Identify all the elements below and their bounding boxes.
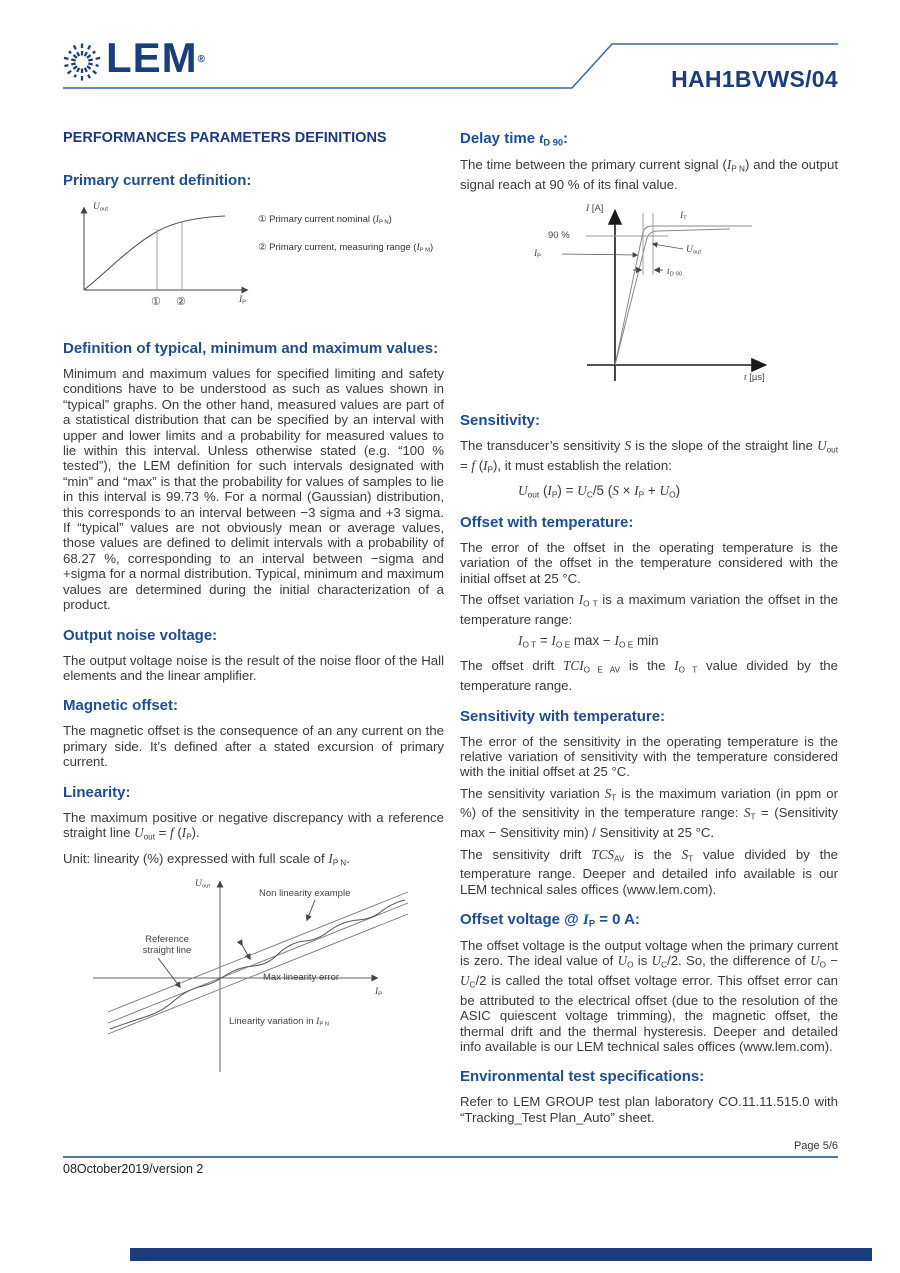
typ-min-max-paragraph: Minimum and maximum values for specified limiting and safety conditions have to be understood as such as values shown in “typical” graphs. On the other hand, measured values are part of a statistical distribution that can be specified by an interval with upper and lower limits and a probability for measured values to lie within this interval. Unless otherwise stated (e.g. “100 % tested”), the LEM definition for such intervals designated with “min” and “max” is that the probability for values of samples to lie in this interval is 99.73 %. For a normal (Gaussian) distribution, this corresponds to an interval between −3 sigma and +3 sigma. If “typical” values are not obviously mean or average values, those values are defined to delimit intervals with a probability of 68.27 %, corresponding to an interval between −sigma and +sigma for a normal distribution. Typical, minimum and maximum values are determined during the initial characterization of a product.	[63, 366, 444, 613]
primary-current-figure	[63, 198, 444, 326]
main-heading: PERFORMANCES PARAMETERS DEFINITIONS	[63, 130, 387, 146]
sensitivity-temperature-paragraph-2: The sensitivity variation $S_T$ is the maximum variation (in ppm or %) of the sensitivity in the temperature range: $S_T$ = (Sensitivity max − Sensitivity min) / Sensitivity at 25 °C.	[460, 785, 838, 841]
fig1-legend-2: ② Primary current, measuring range $(I_{P M})$	[258, 242, 434, 254]
sensitivity-paragraph: The transducer’s sensitivity S is the slope of the straight line $U_{out} = f$ $(I_P)$, it must establish the relation:	[460, 438, 838, 475]
heading-linearity: Linearity:	[63, 783, 131, 801]
heading-sensitivity: Sensitivity:	[460, 412, 541, 430]
fig3-uout-label: $U_{out}$	[686, 245, 702, 256]
fig1-marker-2: ②	[176, 296, 186, 308]
offset-temperature-paragraph-3: The offset drift $TCI_{O E AV}$ is the $I_{O T}$ value divided by the temperature range.	[460, 658, 838, 694]
fig2-variation-label: Linearity variation in $I_{P N}$	[229, 1016, 329, 1028]
left-column	[63, 130, 444, 1081]
sensitivity-formula: $U_{out}$ $(I_P) = U_C/5$ $(S \times I_P + U_O)$	[518, 483, 681, 500]
heading-offset-temperature: Offset with temperature:	[460, 513, 634, 531]
output-noise-paragraph: The output voltage noise is the result of the noise floor of the Hall elements and the linear amplifier.	[63, 652, 444, 683]
sensitivity-temperature-paragraph-1: The error of the sensitivity in the operating temperature is the relative variation of sensitivity with the temperature considered with the initial offset at 25 °C.	[460, 733, 838, 780]
sensitivity-temperature-paragraph-3: The sensitivity drift $TCS_{AV}$ is the $S_T$ value divided by the temperature range. Deeper and detailed info available is our LEM technical sales offices (www.lem.com).	[460, 846, 838, 897]
delay-time-figure-canvas	[490, 198, 790, 398]
product-title: HAH1BVWS/04	[671, 66, 838, 92]
right-column	[460, 130, 838, 1131]
fig2-max-error-label: Max linearity error	[263, 972, 340, 984]
lem-logo-text: LEM®	[106, 34, 207, 81]
heading-environmental-test: Environmental test specifications:	[460, 1068, 705, 1086]
registered-mark: ®	[197, 54, 207, 65]
fig1-y-label: $U_{out}$	[93, 202, 109, 213]
fig3-y-label: I [A]	[586, 203, 604, 215]
delay-time-paragraph: The time between the primary current signal $(I_{P N})$ and the output signal reach at 90 % of its final value.	[460, 157, 839, 192]
fig3-td90-label: $t_{D 90}$	[667, 267, 683, 278]
offset-temperature-paragraph-2: The offset variation $I_{O T}$ is a maximum variation the offset in the temperature range:	[460, 592, 838, 627]
fig3-it-label: $I_T$	[680, 211, 687, 222]
bottom-accent-bar	[130, 1248, 872, 1261]
fig1-legend-1: ① Primary current nominal $(I_{P N})$	[258, 214, 392, 226]
magnetic-offset-paragraph: The magnetic offset is the consequence of an any current on the primary side. It’s defined after a stated excursion of primary current.	[63, 723, 444, 770]
linearity-figure-canvas	[63, 876, 444, 1081]
version-text: 08October2019/version 2	[63, 1162, 204, 1176]
heading-magnetic-offset: Magnetic offset:	[63, 697, 179, 715]
offset-temperature-formula: $I_{O T} = I_{O E}$ $\max - I_{O E}$ min	[518, 633, 659, 650]
delay-time-figure	[490, 198, 790, 398]
page-number: Page 5/6	[793, 1140, 838, 1152]
heading-typ-min-max: Definition of typical, minimum and maximum values:	[63, 340, 439, 357]
environmental-test-paragraph: Refer to LEM GROUP test plan laboratory CO.11.11.515.0 with “Tracking_Test Plan_Auto” sheet.	[460, 1094, 838, 1125]
linearity-paragraph-2: Unit: linearity (%) expressed with full scale of $I_{P N}$.	[63, 850, 350, 867]
offset-voltage-paragraph: The offset voltage is the output voltage when the primary current is zero. The ideal value of $U_O$ is $U_C/2$. So, the difference of $U_O - U_C/2$ is called the total offset voltage error. This offset error can be attributed to the electrical offset (due to the resolution of the ASIC quiescent voltage trimming), the magnetic offset, the thermal drift and the thermal hysteresis. Deeper and detailed info available is our LEM technical sales offices (www.lem.com).	[460, 938, 838, 1054]
heading-sensitivity-temperature: Sensitivity with temperature:	[460, 707, 666, 725]
lem-logo	[60, 36, 206, 86]
fig2-reference-label: Reference straight line	[142, 934, 192, 957]
fig2-non-linearity-label: Non linearity example	[259, 888, 351, 900]
lem-starburst-icon	[60, 36, 106, 86]
fig1-x-label: $I_P$	[239, 295, 247, 306]
footer-rule-line	[63, 1156, 838, 1158]
fig3-ip-label: $I_P$	[534, 249, 542, 260]
fig2-y-label: $U_{out}$	[195, 879, 211, 890]
linearity-figure	[63, 876, 444, 1081]
fig3-x-label: t [µs]	[744, 372, 765, 384]
heading-primary-current: Primary current definition:	[63, 172, 252, 189]
linearity-paragraph-1: The maximum positive or negative discrepancy with a reference straight line $U_{out} = f$ $(I_P)$.	[63, 809, 444, 842]
offset-temperature-paragraph-1: The error of the offset in the operating temperature is the variation of the offset in the temperature considered with the initial offset at 25 °C.	[460, 539, 838, 586]
fig2-x-label: $I_P$	[375, 987, 383, 998]
fig1-marker-1: ①	[151, 296, 161, 308]
fig3-90pct-label: 90 %	[548, 230, 570, 242]
heading-delay-time: Delay time $t_{D 90}$:	[460, 130, 569, 148]
heading-offset-voltage: Offset voltage @ $I_P = 0$ A:	[460, 911, 640, 929]
heading-output-noise: Output noise voltage:	[63, 626, 218, 644]
